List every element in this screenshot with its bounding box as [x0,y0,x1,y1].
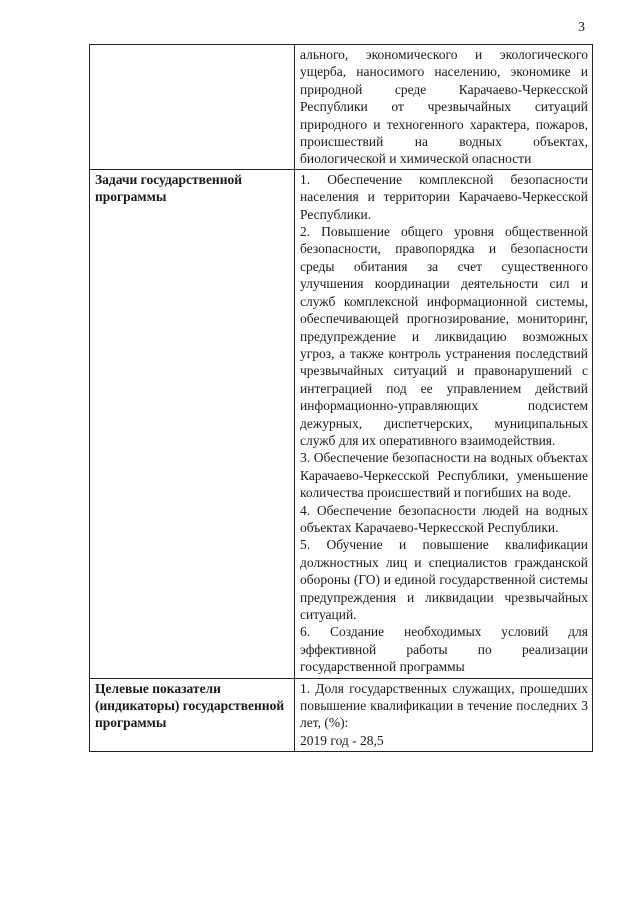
row-content-tasks [295,169,593,678]
task-item-4: 4. Обеспечение безопасности людей на водных объектах Карачаево-Черкесской Республики. [300,502,588,535]
task-item-3: 3. Обеспечение безопасности на водных объектах Карачаево-Черкесской Республики, уменьшение количества происшествий и погибших на воде. [300,450,588,501]
task-item-6: 6. Создание необходимых условий для эффективной работы по реализации государственной программы [300,624,588,675]
table-row-indicators [90,678,593,752]
row-label [90,45,295,170]
row-label-tasks: Задачи государственной программы [90,169,295,678]
program-passport-table [89,44,593,752]
task-item-5: 5. Обучение и повышение квалификации должностных лиц и специалистов гражданской обороны (ГО) и единой государственной системы предупреждения и ликвидации чрезвычайных ситуаций. [300,537,588,622]
task-item-2: 2. Повышение общего уровня общественной безопасности, правопорядка и безопасности среды обитания за счет существенного улучшения координации деятельности сил и служб комплексной информационной системы, обеспечивающей прогнозирование, мониторинг, предупреждение и ликвидацию возможных угроз, а также контроль устранения последствий чрезвычайных ситуаций и правонарушений с интеграцией под ее управлением действий информационно-управляющих подсистем дежурных, диспетчерских, муниципальных служб для их оперативного взаимодействия. [300,224,588,448]
row-content-indicators [295,678,593,752]
indicator-item-1: 1. Доля государственных служащих, прошедших повышение квалификации в течение последних 3 лет, (%): [300,680,588,731]
page-number: 3 [578,20,585,35]
row-content [295,45,593,170]
table-row-goal-continued [90,45,593,170]
task-item-1: 1. Обеспечение комплексной безопасности населения и территории Карачаево-Черкесской Республики. [300,171,588,222]
indicator-value-2019: 2019 год - 28,5 [300,732,384,748]
row-label-indicators: Целевые показатели (индикаторы) государственной программы [90,678,295,752]
table-row-tasks [90,169,593,678]
goal-text-continued: ального, экономического и экологического ущерба, наносимого населению, экономике и природной среде Карачаево-Черкесской Республики от чрезвычайных ситуаций природного и техногенного характера, пожаров, происшествий на водных объектах, биологической и химической опасности [300,47,588,167]
